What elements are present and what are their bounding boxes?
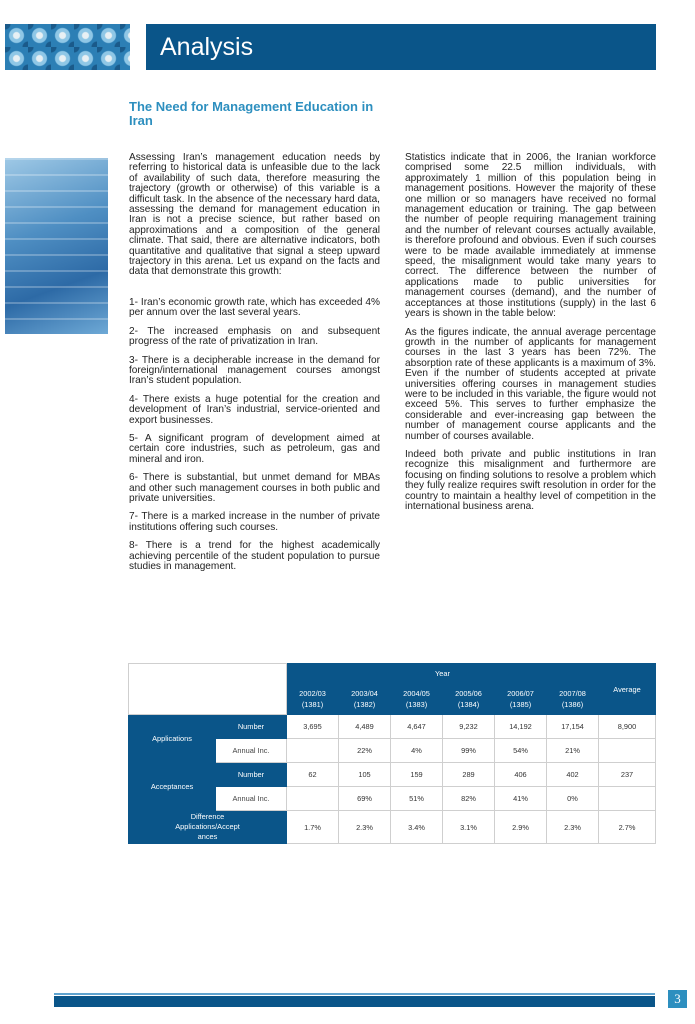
row-label: Annual Inc.	[216, 739, 287, 763]
table-cell: 1.7%	[287, 811, 339, 844]
table-cell: 14,192	[495, 715, 547, 739]
year-column-header: 2007/08 (1386)	[547, 684, 599, 715]
table-row	[129, 763, 656, 787]
table-cell: 2.3%	[339, 811, 391, 844]
table-cell: 2.3%	[547, 811, 599, 844]
table-header-row	[129, 664, 656, 684]
table-cell: 69%	[339, 787, 391, 811]
table-cell: 4%	[391, 739, 443, 763]
table-cell: 406	[495, 763, 547, 787]
row-label: Number	[216, 715, 287, 739]
average-cell: 2.7%	[599, 811, 656, 844]
table-cell: 0%	[547, 787, 599, 811]
average-cell: 237	[599, 763, 656, 787]
table-cell: 51%	[391, 787, 443, 811]
year-column-header: 2004/05 (1383)	[391, 684, 443, 715]
body-paragraph: As the figures indicate, the annual average percentage growth in the number of applicants for management courses in the last 3 years has been 72%. The absorption rate of these applicants is a maximum of 3%. Even if the number of students accepted at private universities offering courses in management studies were to be included in this variable, the figure would not exceed 5%. This serves to further emphasize the considerable and ever-increasing gap between the number of management course applicants and the number of courses available.	[405, 326, 656, 442]
difference-label: Difference Applications/Accept ances	[129, 811, 287, 844]
table-cell: 41%	[495, 787, 547, 811]
table-row	[129, 715, 656, 739]
year-column-header: 2002/03 (1381)	[287, 684, 339, 715]
average-cell	[599, 739, 656, 763]
table-cell: 402	[547, 763, 599, 787]
table-cell: 62	[287, 763, 339, 787]
list-item: 8- There is a trend for the highest academically achieving percentile of the student population to pursue studies in management.	[129, 540, 380, 572]
average-cell	[599, 787, 656, 811]
table-cell: 3.1%	[443, 811, 495, 844]
body-paragraph: Indeed both private and public institutions in Iran recognize this misalignment and furthermore are focusing on finding solutions to resolve a problem which they fully realize requires swift resolution in order for the country to maintain a healthy level of competition in the international business arena.	[405, 448, 656, 512]
table-cell: 159	[391, 763, 443, 787]
row-label: Number	[216, 763, 287, 787]
page-title: Analysis	[160, 33, 254, 61]
list-item: 6- There is substantial, but unmet demand for MBAs and other such management courses in both public and private universities.	[129, 472, 380, 504]
financial-chart-image	[5, 158, 108, 334]
table-cell: 22%	[339, 739, 391, 763]
table-cell: 3.4%	[391, 811, 443, 844]
table-cell: 3,695	[287, 715, 339, 739]
group-label: Acceptances	[129, 763, 216, 811]
table-row	[129, 811, 656, 844]
right-column	[405, 153, 656, 520]
list-item: 5- A significant program of development aimed at certain core industries, such as petroleum, gas and mineral and iron.	[129, 432, 380, 465]
footer-line	[54, 993, 655, 995]
applications-table	[128, 663, 656, 844]
list-item: 1- Iran’s economic growth rate, which has exceeded 4% per annum over the last several years.	[129, 296, 380, 319]
left-column	[129, 153, 380, 580]
intro-paragraph: Assessing Iran’s management education needs by referring to historical data is unfeasible due to the lack of availability of such data, therefore measuring the trajectory (growth or otherwise) of this variable is a difficult task. In the absence of the necessary hard data, assessing the demand for management education in Iran is not a precise science, but rather based on approximations and a composition of the general climate. That said, there are alternative indicators, both quantitative and qualitative that signal a steep upward trajectory in this arena. Let us expand on the facts and data that demonstrate this growth:	[129, 152, 380, 278]
list-item: 4- There exists a huge potential for the creation and development of Iran’s industrial, service-oriented and export businesses.	[129, 393, 380, 426]
table-cell: 99%	[443, 739, 495, 763]
table-cell: 4,647	[391, 715, 443, 739]
list-item: 7- There is a marked increase in the number of private institutions offering such courses.	[129, 511, 380, 533]
header-bar	[146, 24, 656, 70]
table-cell: 2.9%	[495, 811, 547, 844]
table-cell	[287, 739, 339, 763]
group-label: Applications	[129, 715, 216, 763]
table-corner-cell	[129, 664, 287, 715]
table-cell	[287, 787, 339, 811]
table-cell: 82%	[443, 787, 495, 811]
year-header: Year	[287, 664, 599, 684]
table-cell: 105	[339, 763, 391, 787]
average-header: Average	[599, 664, 656, 715]
page-number: 3	[668, 990, 687, 1008]
year-column-header: 2005/06 (1384)	[443, 684, 495, 715]
footer-bar	[54, 996, 655, 1007]
tile-mosaic-image	[5, 24, 130, 70]
table-cell: 21%	[547, 739, 599, 763]
list-item: 2- The increased emphasis on and subsequent progress of the rate of privatization in Iran.	[129, 325, 380, 348]
year-column-header: 2003/04 (1382)	[339, 684, 391, 715]
section-title: The Need for Management Education in Iran	[129, 99, 374, 128]
table-cell: 9,232	[443, 715, 495, 739]
table-cell: 54%	[495, 739, 547, 763]
average-cell: 8,900	[599, 715, 656, 739]
row-label: Annual Inc.	[216, 787, 287, 811]
body-paragraph: Statistics indicate that in 2006, the Iranian workforce comprised some 22.5 million individuals, with approximately 1 million of this population being in management positions. However the majority of these one million or so managers have received no formal management education or training. The gap between the number of people requiring management training and the number of relevant courses actually available, is therefore profound and obvious. Even if such courses were to be made available immediately at immense speed, the misalignment would take many years to correct. The difference between the number of applications made to public universities for management courses (demand), and the number of acceptances at those institutions (supply) in the last 6 years is shown in the table below:	[405, 152, 656, 320]
table-cell: 17,154	[547, 715, 599, 739]
table-cell: 289	[443, 763, 495, 787]
table-cell: 4,489	[339, 715, 391, 739]
list-item: 3- There is a decipherable increase in the demand for foreign/international management courses amongst Iran’s student population.	[129, 354, 380, 387]
year-column-header: 2006/07 (1385)	[495, 684, 547, 715]
